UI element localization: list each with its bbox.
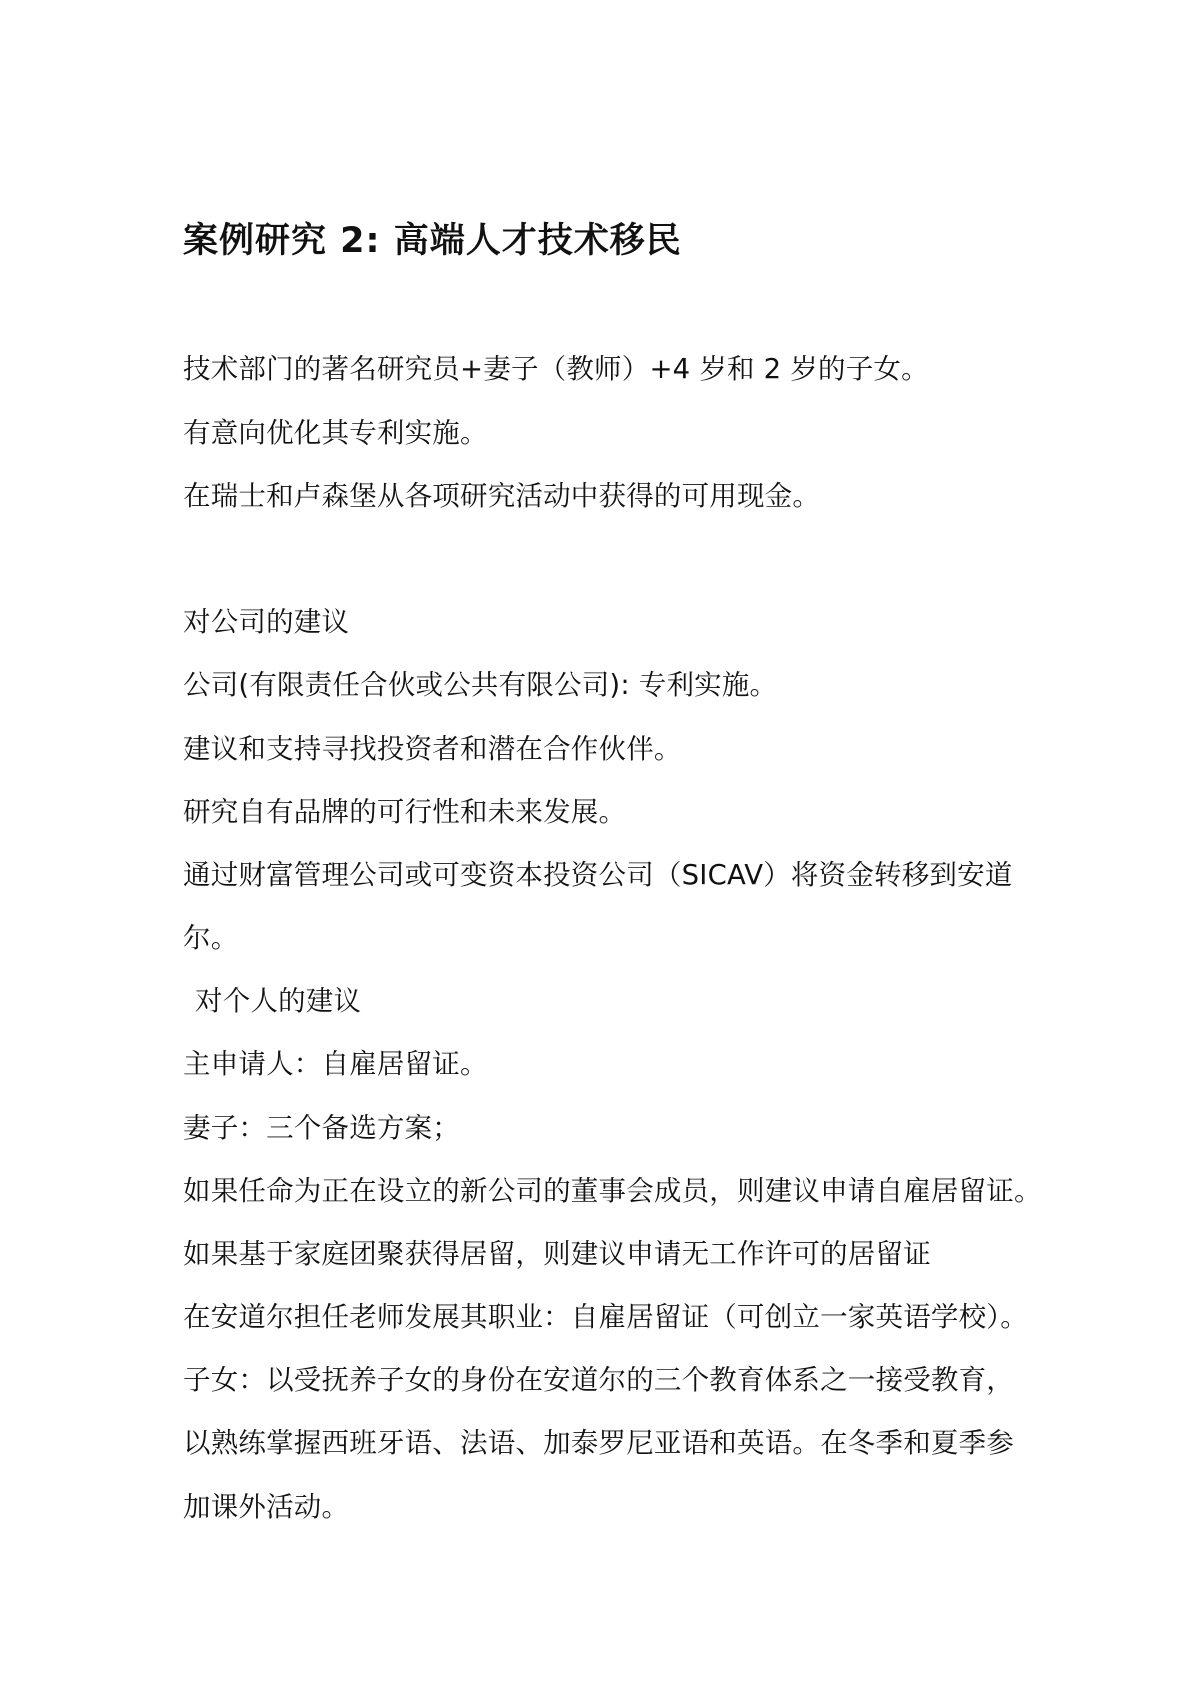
personal-item-2: 妻子：三个备选方案； (183, 1112, 460, 1144)
personal-item-3: 如果任命为正在设立的新公司的董事会成员，则建议申请自雇居留证。 (183, 1175, 1042, 1207)
intro-line-1: 技术部门的著名研究员+妻子（教师）+4 岁和 2 岁的子女。 (183, 353, 929, 385)
company-item-2: 建议和支持寻找投资者和潜在合作伙伴。 (183, 733, 682, 765)
personal-item-7: 以熟练掌握西班牙语、法语、加泰罗尼亚语和英语。在冬季和夏季参 (183, 1427, 1014, 1459)
personal-item-4: 如果基于家庭团聚获得居留，则建议申请无工作许可的居留证 (183, 1238, 931, 1270)
document-title: 案例研究 2: 高端人才技术移民 (183, 221, 682, 261)
personal-item-7-continued: 加课外活动。 (183, 1491, 350, 1523)
personal-item-5: 在安道尔担任老师发展其职业：自雇居留证（可创立一家英语学校）。 (183, 1301, 1028, 1333)
intro-line-2: 有意向优化其专利实施。 (183, 417, 488, 449)
personal-item-6: 子女：以受抚养子女的身份在安道尔的三个教育体系之一接受教育， (183, 1364, 1014, 1396)
company-section-heading: 对公司的建议 (183, 606, 350, 638)
company-item-3: 研究自有品牌的可行性和未来发展。 (183, 796, 627, 828)
company-item-1: 公司(有限责任合伙或公共有限公司): 专利实施。 (183, 669, 778, 701)
company-item-4-continued: 尔。 (183, 922, 239, 954)
company-item-4: 通过财富管理公司或可变资本投资公司（SICAV）将资金转移到安道 (183, 859, 1013, 891)
personal-section-heading: 对个人的建议 (195, 985, 362, 1017)
personal-item-1: 主申请人：自雇居留证。 (183, 1048, 488, 1080)
intro-line-3: 在瑞士和卢森堡从各项研究活动中获得的可用现金。 (183, 480, 821, 512)
